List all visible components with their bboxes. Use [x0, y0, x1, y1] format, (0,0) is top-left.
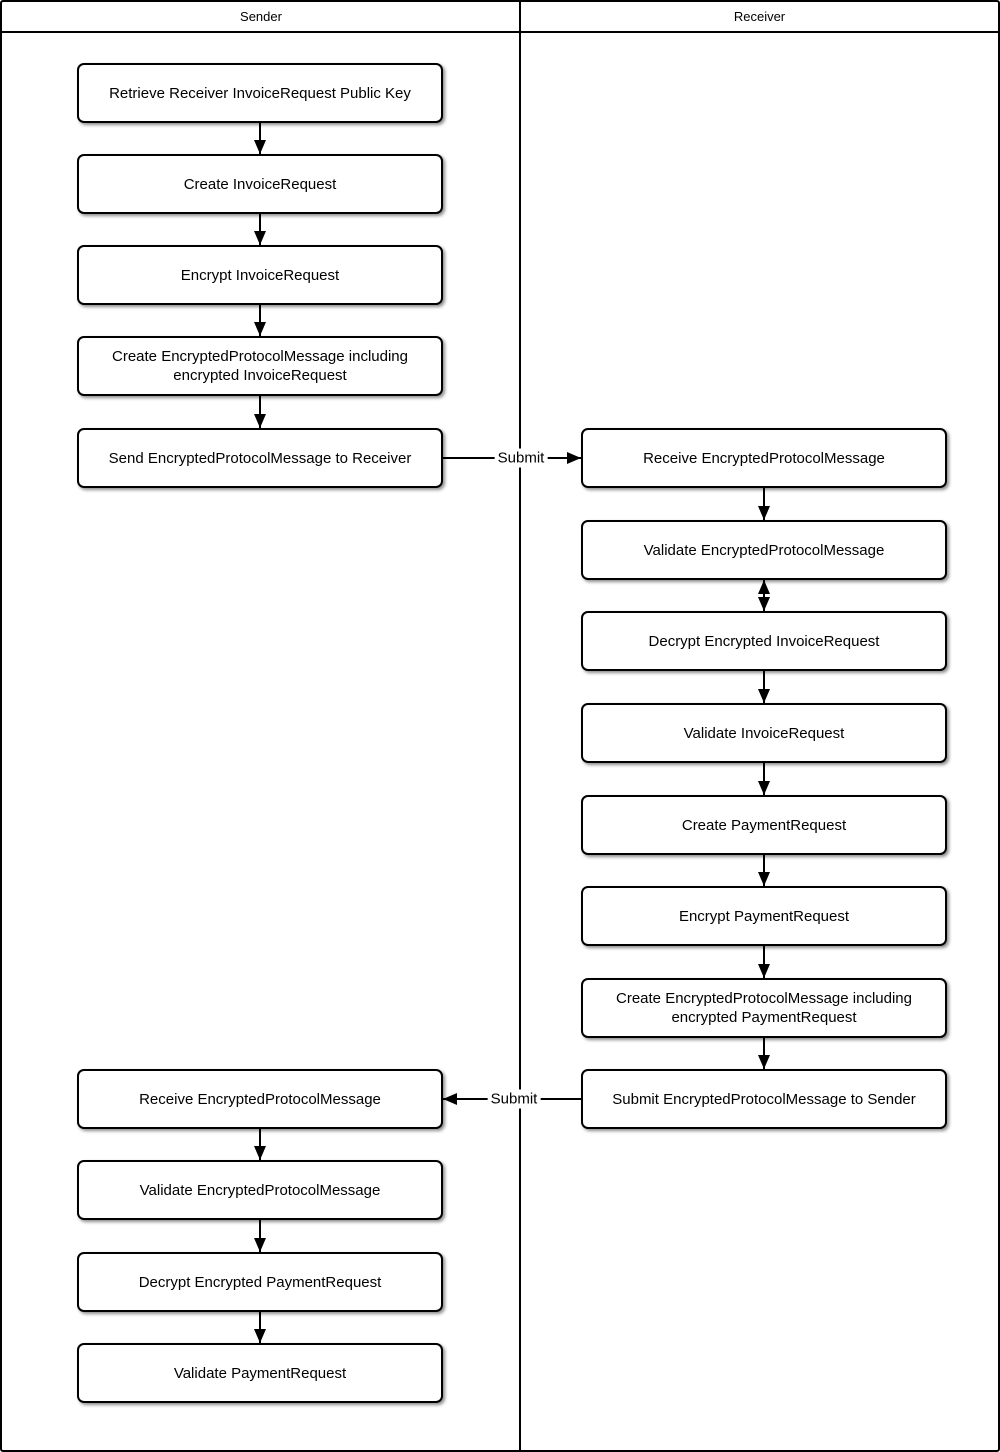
edge-label-submit-to-receiver: Submit — [495, 449, 548, 468]
node-label: Decrypt Encrypted PaymentRequest — [138, 1273, 382, 1291]
node-create-encryptedprotocolmessage-invoicerequest — [77, 336, 443, 396]
node-create-invoicerequest — [77, 154, 443, 214]
node-decrypt-encrypted-invoicerequest — [581, 611, 947, 671]
node-sender-validate-encryptedprotocolmessage — [77, 1160, 443, 1220]
node-validate-paymentrequest — [77, 1343, 443, 1403]
node-label: Receive EncryptedProtocolMessage — [139, 1090, 381, 1108]
node-label: Receive EncryptedProtocolMessage — [643, 449, 885, 467]
node-label: Send EncryptedProtocolMessage to Receiver — [108, 449, 412, 467]
node-label: Create EncryptedProtocolMessage including encrypted PaymentRequest — [616, 990, 912, 1026]
lane-title-receiver-label: Receiver — [733, 9, 786, 24]
node-receiver-receive-encryptedprotocolmessage — [581, 428, 947, 488]
node-create-paymentrequest — [581, 795, 947, 855]
node-label: Decrypt Encrypted InvoiceRequest — [648, 632, 880, 650]
lane-title-sender — [2, 2, 520, 31]
node-decrypt-encrypted-paymentrequest — [77, 1252, 443, 1312]
lane-header-row — [2, 2, 998, 33]
node-encrypt-paymentrequest — [581, 886, 947, 946]
lane-divider — [519, 2, 521, 1452]
node-label: Encrypt PaymentRequest — [678, 907, 850, 925]
node-label: Validate EncryptedProtocolMessage — [139, 1181, 381, 1199]
node-retrieve-receiver-invoicerequest-public-key — [77, 63, 443, 123]
node-label: Create EncryptedProtocolMessage including encrypted InvoiceRequest — [112, 348, 408, 384]
node-sender-receive-encryptedprotocolmessage — [77, 1069, 443, 1129]
lane-title-sender-label: Sender — [240, 9, 282, 24]
node-label: Create PaymentRequest — [681, 816, 847, 834]
node-encrypt-invoicerequest — [77, 245, 443, 305]
edge-label-submit-to-sender: Submit — [488, 1090, 541, 1109]
node-label: Validate InvoiceRequest — [683, 724, 845, 742]
lane-title-receiver — [521, 2, 998, 31]
node-create-encryptedprotocolmessage-paymentrequest — [581, 978, 947, 1038]
node-validate-invoicerequest — [581, 703, 947, 763]
node-label: Create InvoiceRequest — [183, 175, 337, 193]
node-label: Validate PaymentRequest — [173, 1364, 347, 1382]
node-label: Retrieve Receiver InvoiceRequest Public Key — [109, 84, 411, 102]
node-send-encryptedprotocolmessage-to-receiver — [77, 428, 443, 488]
node-receiver-validate-encryptedprotocolmessage — [581, 520, 947, 580]
node-submit-encryptedprotocolmessage-to-sender — [581, 1069, 947, 1129]
node-label: Validate EncryptedProtocolMessage — [643, 541, 885, 559]
node-label: Submit EncryptedProtocolMessage to Sender — [612, 1090, 916, 1108]
node-label: Encrypt InvoiceRequest — [180, 266, 340, 284]
